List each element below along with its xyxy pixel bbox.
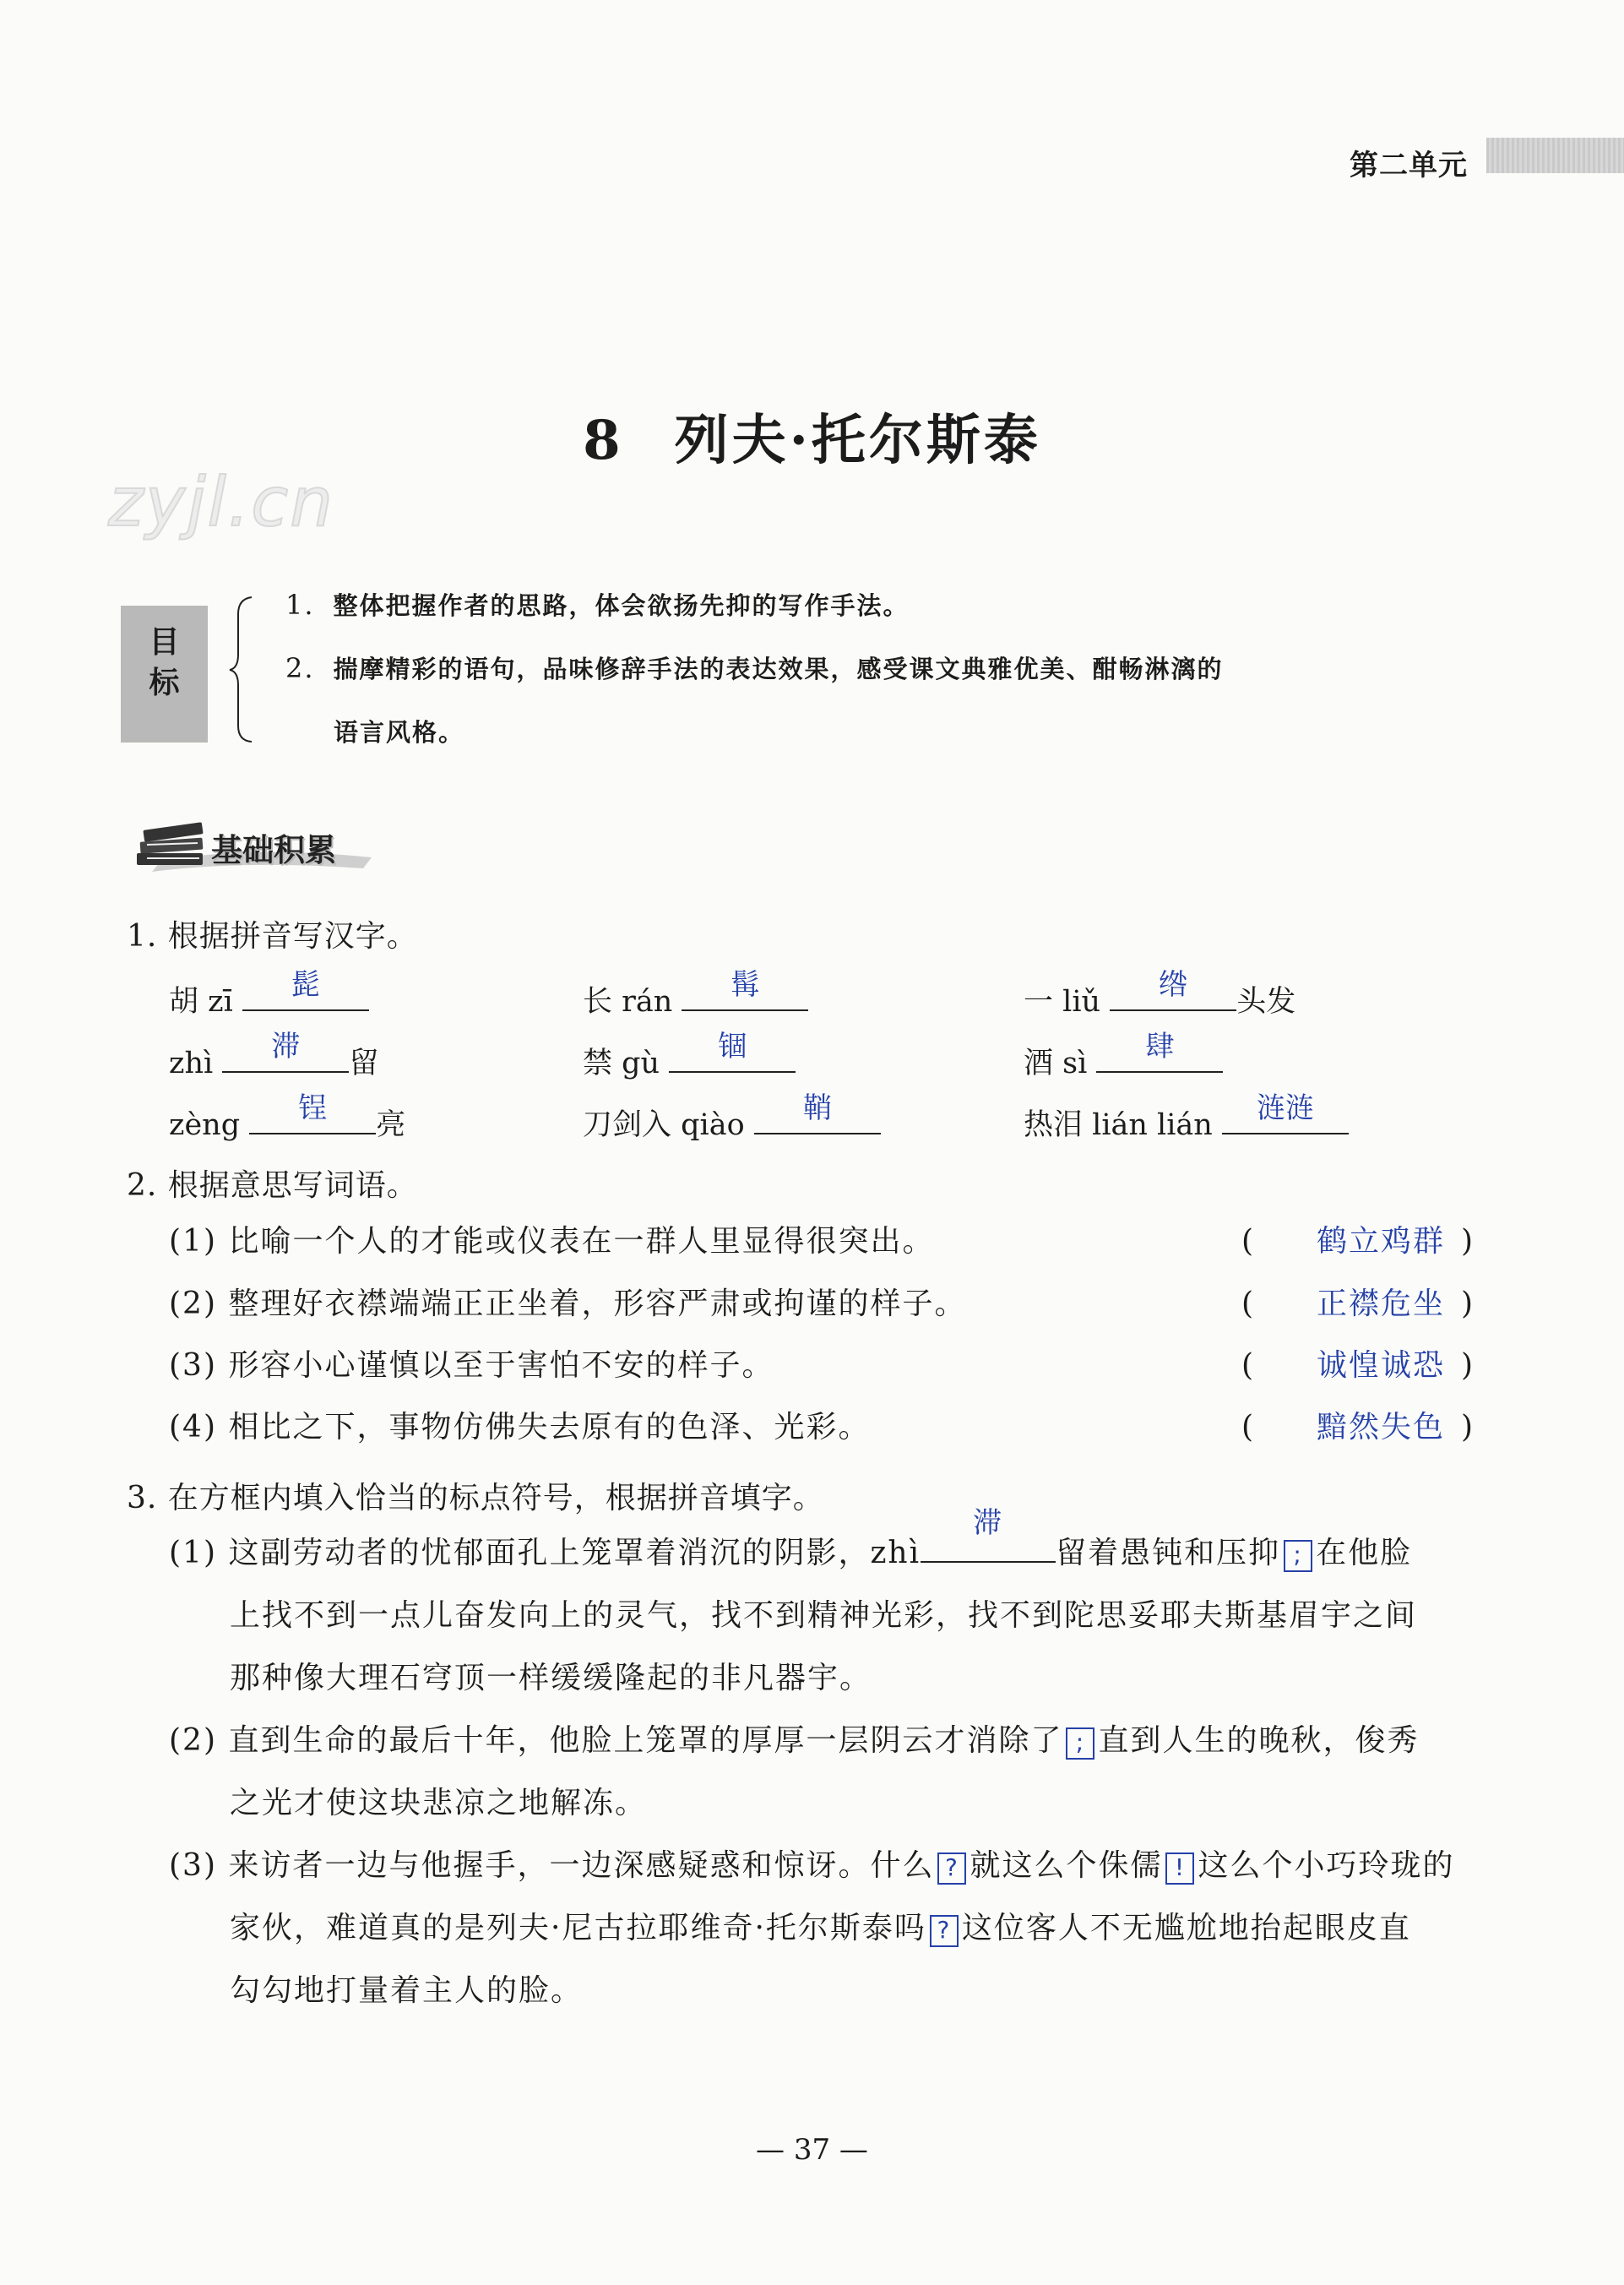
answer: 绺 <box>1159 968 1188 1002</box>
answer: 髭 <box>291 968 320 1002</box>
brace-icon <box>226 596 260 743</box>
q1-item: 长 rán 髯 <box>583 976 808 1020</box>
q1-prompt: 1. 根据拼音写汉字。 <box>127 919 418 954</box>
q1-item: 刀剑入 qiào 鞘 <box>583 1099 881 1144</box>
goal-item-1: 1. 整体把握作者的思路，体会欲扬先抑的写作手法。 <box>285 589 910 621</box>
q2-prompt: 2. 根据意思写词语。 <box>127 1168 418 1203</box>
q2-answer: 鹤立鸡群 <box>1316 1224 1445 1259</box>
q1-item: 禁 gù 锢 <box>583 1037 796 1082</box>
q3-p1-line2: 上找不到一点儿奋发向上的灵气，找不到精神光彩，找不到陀思妥耶夫斯基眉宇之间 <box>230 1598 1418 1633</box>
punct-box: ! <box>1165 1852 1194 1885</box>
q1-item: zhì 滞 留 <box>169 1037 378 1082</box>
unit-bar <box>1486 138 1624 173</box>
unit-label: 第二单元 <box>1350 149 1468 182</box>
punct-box: ; <box>1284 1540 1312 1572</box>
watermark: zyjl.cn <box>108 463 334 541</box>
q1-item: 一 liǔ 绺 头发 <box>1024 976 1295 1020</box>
q2-answer: 诚惶诚恐 <box>1316 1348 1445 1383</box>
q3-p2-line2: 之光才使这块悲凉之地解冻。 <box>230 1786 648 1820</box>
q1-item: 热泪 lián lián 涟涟 <box>1024 1099 1349 1144</box>
page-number: — 37 — <box>756 2133 868 2167</box>
q2-paren-open: ( <box>1241 1348 1256 1383</box>
answer: 涟涟 <box>1256 1091 1314 1125</box>
q3-p3-line1: (3) 来访者一边与他握手，一边深感疑惑和惊讶。什么 ? 就这么个侏儒 ! 这么个小巧玲珑的 <box>169 1848 1455 1883</box>
q2-paren-close: ) <box>1461 1287 1475 1321</box>
punct-box: ? <box>937 1852 966 1885</box>
q3-p1-line3: 那种像大理石穹顶一样缓缓隆起的非凡器宇。 <box>230 1661 872 1695</box>
lesson-number: 8 <box>583 409 624 472</box>
q2-item: (4) 相比之下，事物仿佛失去原有的色泽、光彩。 <box>169 1410 871 1444</box>
goals-label <box>121 606 208 743</box>
answer: 锃 <box>298 1091 328 1125</box>
q3-p3-line2: 家伙，难道真的是列夫·尼古拉耶维奇·托尔斯泰吗 ? 这位客人不无尴尬地抬起眼皮直 <box>230 1911 1411 1945</box>
q3-prompt: 3. 在方框内填入恰当的标点符号，根据拼音填字。 <box>127 1481 824 1515</box>
q2-paren-open: ( <box>1241 1410 1256 1444</box>
answer: 滞 <box>271 1030 301 1064</box>
section-title: 基础积累 <box>211 832 336 868</box>
answer: 滞 <box>973 1506 1004 1540</box>
q2-item: (2) 整理好衣襟端端正正坐着，形容严肃或拘谨的样子。 <box>169 1287 967 1321</box>
goals-label-bottom: 标 <box>149 666 180 700</box>
q2-paren-close: ) <box>1461 1348 1475 1383</box>
q2-answer: 黯然失色 <box>1316 1410 1445 1444</box>
q2-paren-open: ( <box>1241 1287 1256 1321</box>
punct-box: ? <box>930 1915 959 1947</box>
q3-p1-line1: (1) 这副劳动者的忧郁面孔上笼罩着消沉的阴影，zhì 滞 留着愚钝和压抑 ; 在他脸 <box>169 1522 1412 1585</box>
q2-item: (1) 比喻一个人的才能或仪表在一群人里显得很突出。 <box>169 1224 935 1259</box>
answer: 锢 <box>718 1030 747 1064</box>
q1-item: 胡 zī 髭 <box>169 976 369 1020</box>
q2-paren-close: ) <box>1461 1224 1475 1259</box>
goal-item-2-cont: 语言风格。 <box>334 718 465 747</box>
q2-paren-close: ) <box>1461 1410 1475 1444</box>
q2-answer: 正襟危坐 <box>1316 1287 1445 1321</box>
lesson-title-text: 列夫·托尔斯泰 <box>674 409 1041 472</box>
goal-item-2: 2. 揣摩精彩的语句，品味修辞手法的表达效果，感受课文典雅优美、酣畅淋漓的 <box>285 652 1224 684</box>
punct-box: ; <box>1066 1727 1094 1760</box>
q3-p3-line3: 勾勾地打量着主人的脸。 <box>230 1973 584 2008</box>
goals-label-top: 目 <box>149 625 180 660</box>
q1-item: 酒 sì 肆 <box>1024 1037 1223 1082</box>
answer: 鞘 <box>802 1091 832 1125</box>
answer: 髯 <box>731 968 760 1002</box>
q2-paren-open: ( <box>1241 1224 1256 1259</box>
answer: 肆 <box>1145 1030 1175 1064</box>
q1-item: zèng 锃 亮 <box>169 1099 405 1144</box>
q2-item: (3) 形容小心谨慎以至于害怕不安的样子。 <box>169 1348 774 1383</box>
q3-p2-line1: (2) 直到生命的最后十年，他脸上笼罩的厚厚一层阴云才消除了 ; 直到人生的晚秋，俊秀 <box>169 1723 1420 1758</box>
